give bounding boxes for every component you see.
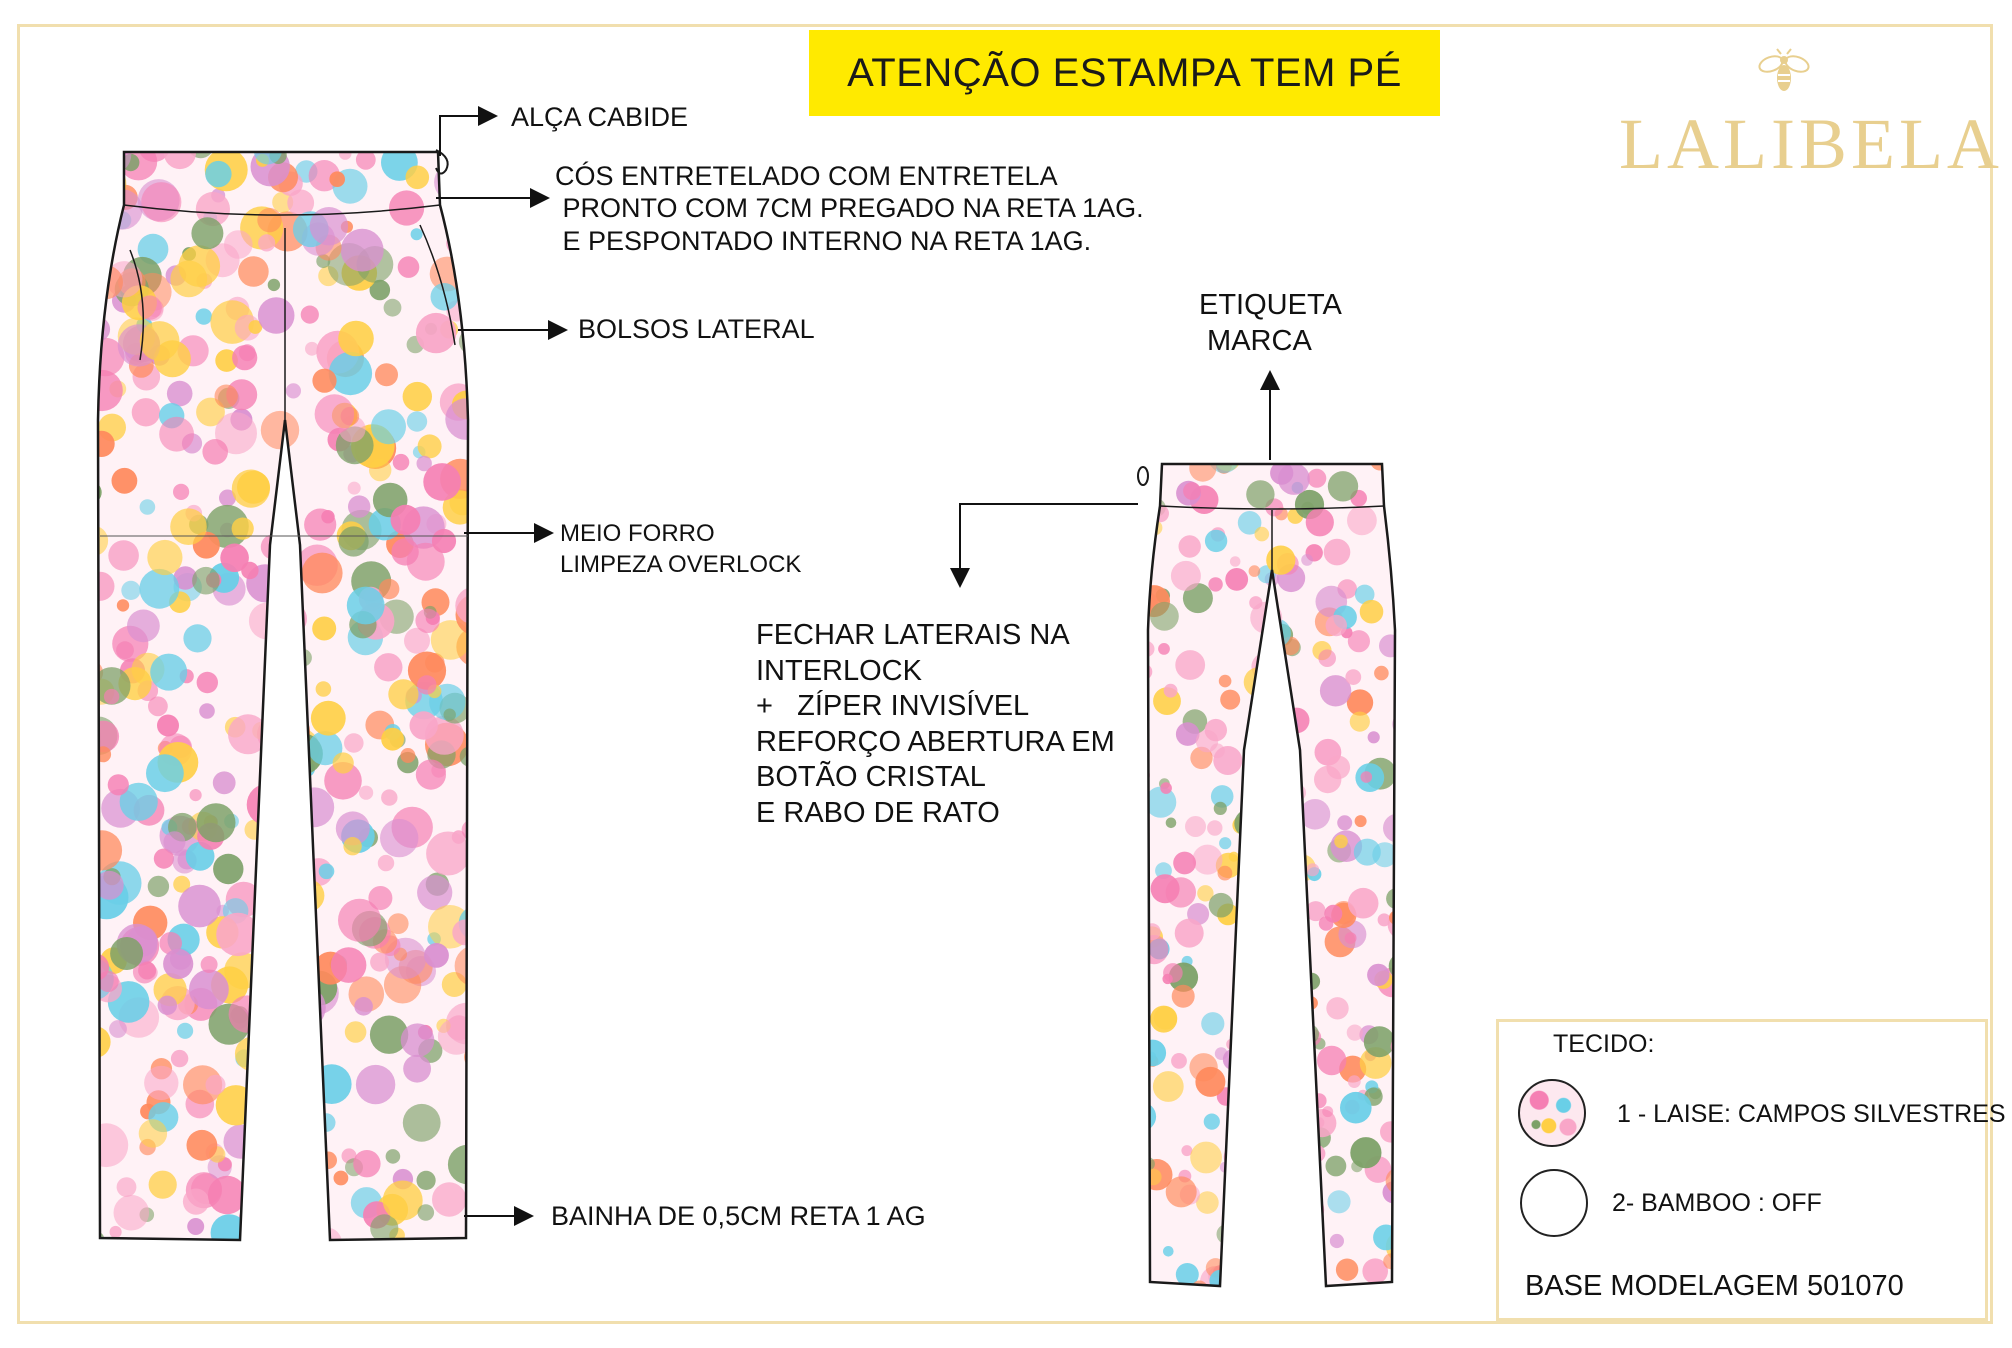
label-cos: CÓS ENTRETELADO COM ENTRETELA PRONTO COM 7CM PREGADO NA RETA 1AG. E PESPONTADO INTERNO NA RETA 1AG. [555,161,1144,256]
brand-name: LALIBELA [1619,104,2003,184]
label-etiqueta: ETIQUETA MARCA [1199,289,1342,357]
fabric-option-1: 1 - LAISE: CAMPOS SILVESTRES [1617,1100,2006,1128]
fabric-option-2: 2- BAMBOO : OFF [1612,1189,1822,1217]
label-fechar-laterais: FECHAR LATERAIS NA INTERLOCK + ZÍPER INVISÍVEL REFORÇO ABERTURA EM BOTÃO CRISTAL E RABO DE RATO [756,619,1115,829]
label-bainha: BAINHA DE 0,5CM RETA 1 AG [551,1201,926,1231]
fabric-title: TECIDO: [1553,1030,1655,1058]
base-model-code: BASE MODELAGEM 501070 [1525,1270,1904,1302]
label-meio-forro: MEIO FORRO LIMPEZA OVERLOCK [560,520,802,579]
label-bolsos: BOLSOS LATERAL [578,314,815,344]
label-alca-cabide: ALÇA CABIDE [511,102,689,132]
banner-text: ATENÇÃO ESTAMPA TEM PÉ [847,50,1402,95]
floral-swatch-icon [1518,1079,1586,1147]
plain-swatch-icon [1520,1169,1588,1237]
